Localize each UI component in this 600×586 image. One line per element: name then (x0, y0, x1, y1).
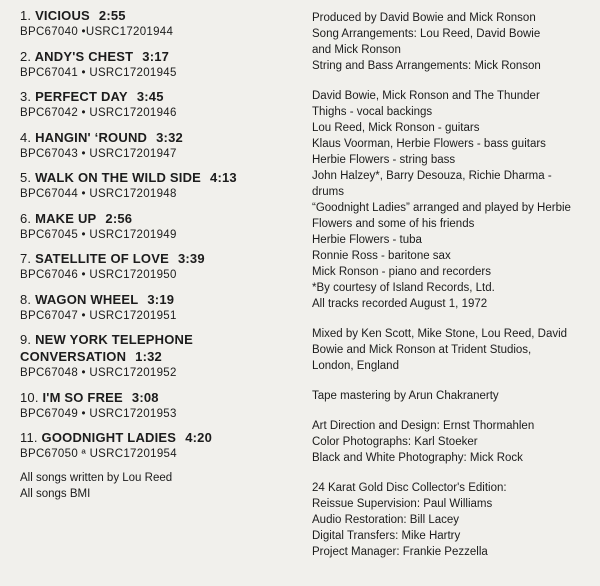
mixing-credits (312, 326, 588, 374)
track-item (20, 48, 290, 82)
track-duration: 4:13 (210, 170, 237, 185)
track-title: SATELLITE OF LOVE (35, 251, 169, 266)
track-codes: BPC67043 • USRC17201947 (20, 147, 177, 160)
track-item (20, 169, 290, 203)
track-duration: 3:39 (177, 251, 205, 266)
track-title: WAGON WHEEL (35, 291, 139, 307)
credit-line: Mixed by Ken Scott, Mike Stone, Lou Reed, David (312, 328, 568, 340)
credit-line: Produced by David Bowie and Mick Ronson (312, 12, 536, 24)
track-duration: 3:45 (136, 89, 164, 104)
track-title: PERFECT DAY (35, 89, 128, 104)
track-duration: 1:32 (135, 349, 162, 364)
track-title: GOODNIGHT LADIES (41, 430, 177, 445)
track-title-line (20, 331, 290, 348)
track-item (20, 88, 290, 122)
track-title-line (20, 429, 290, 446)
track-codes: BPC67049 • USRC17201953 (20, 407, 177, 420)
track-item (20, 210, 290, 244)
credit-line: *By courtesy of Island Records, Ltd. (312, 282, 495, 294)
track-number: 2. (20, 48, 32, 64)
credit-line: Reissue Supervision: Paul Williams (312, 498, 493, 510)
track-title: I'M SO FREE (42, 389, 123, 405)
track-duration: 3:17 (142, 48, 170, 64)
track-item (20, 331, 290, 382)
track-title-line (20, 7, 290, 24)
track-codes: BPC67050 ª USRC17201954 (20, 448, 177, 460)
track-codes: BPC67040 •USRC17201944 (20, 26, 174, 38)
track-duration: 3:32 (156, 129, 183, 145)
credit-line: London, England (312, 360, 399, 372)
track-codes: BPC67045 • USRC17201949 (20, 228, 177, 241)
track-title-line (20, 291, 290, 308)
track-number: 4. (20, 129, 32, 145)
track-codes: BPC67048 • USRC17201952 (20, 367, 177, 379)
credit-line: 24 Karat Gold Disc Collector's Edition: (312, 482, 507, 494)
track-codes: BPC67044 • USRC17201948 (20, 188, 177, 200)
track-title: WALK ON THE WILD SIDE (35, 170, 202, 185)
credit-line: Project Manager: Frankie Pezzella (312, 546, 488, 558)
credit-line: Digital Transfers: Mike Hartry (312, 530, 461, 542)
credit-line: Bowie and Mick Ronson at Trident Studios, (312, 344, 532, 356)
bmi-line: All songs BMI (20, 487, 91, 500)
track-title-continued: CONVERSATION (20, 349, 127, 364)
track-duration: 2:55 (98, 8, 126, 23)
track-item (20, 250, 290, 284)
edition-credits (312, 480, 588, 560)
track-title: NEW YORK TELEPHONE (35, 332, 193, 347)
track-title-line (20, 250, 290, 267)
track-item (20, 7, 290, 41)
credit-line: Lou Reed, Mick Ronson - guitars (312, 122, 480, 134)
track-title-line (20, 169, 290, 186)
track-number: 10. (20, 389, 39, 405)
art-credits (312, 418, 588, 466)
track-number: 3. (20, 89, 32, 104)
track-number: 5. (20, 170, 32, 185)
credit-line: Song Arrangements: Lou Reed, David Bowie (312, 28, 541, 40)
track-title: HANGIN' ‘ROUND (35, 129, 148, 145)
track-duration: 3:08 (131, 389, 159, 405)
credit-line: String and Bass Arrangements: Mick Ronson (312, 60, 541, 72)
track-item (20, 291, 290, 325)
track-item (20, 429, 290, 463)
track-codes: BPC67047 • USRC17201951 (20, 309, 177, 322)
liner-credits (312, 10, 588, 574)
track-duration: 2:56 (105, 210, 133, 226)
track-number: 9. (20, 332, 32, 347)
track-item (20, 129, 290, 163)
mastering-credits (312, 388, 588, 404)
written-by-line: All songs written by Lou Reed (20, 471, 173, 484)
track-codes: BPC67041 • USRC17201945 (20, 66, 177, 79)
track-title: MAKE UP (35, 210, 97, 226)
track-number: 11. (20, 430, 38, 445)
songwriting-credits (20, 470, 290, 502)
track-title-line (20, 48, 290, 65)
credit-line: Tape mastering by Arun Chakranerty (312, 390, 499, 402)
credit-line: Thighs - vocal backings (312, 106, 433, 118)
credit-line: Klaus Voorman, Herbie Flowers - bass guitars (312, 138, 546, 150)
track-title: ANDY'S CHEST (34, 48, 134, 64)
track-duration: 3:19 (147, 291, 175, 307)
track-duration: 4:20 (185, 430, 213, 445)
credit-line: Ronnie Ross - baritone sax (312, 250, 451, 262)
credit-line: Herbie Flowers - string bass (312, 154, 456, 166)
track-number: 1. (20, 8, 32, 23)
track-title-line (20, 88, 290, 105)
musician-credits (312, 88, 588, 312)
credit-line: Herbie Flowers - tuba (312, 234, 422, 246)
tracklist (20, 7, 290, 502)
credit-line: Black and White Photography: Mick Rock (312, 452, 523, 464)
credit-line: All tracks recorded August 1, 1972 (312, 298, 488, 310)
credit-line: Art Direction and Design: Ernst Thormahlen (312, 420, 535, 432)
track-codes: BPC67046 • USRC17201950 (20, 269, 177, 281)
track-item (20, 389, 290, 423)
credit-line: John Halzey*, Barry Desouza, Richie Dharma - (312, 170, 552, 182)
track-number: 8. (20, 291, 32, 307)
track-title-line (20, 129, 290, 146)
track-codes: BPC67042 • USRC17201946 (20, 107, 177, 119)
track-title: VICIOUS (35, 8, 90, 23)
credit-line: Flowers and some of his friends (312, 218, 475, 230)
credit-line: Mick Ronson - piano and recorders (312, 266, 491, 278)
credit-line: Audio Restoration: Bill Lacey (312, 514, 460, 526)
track-title-line (20, 210, 290, 227)
credit-line: Color Photographs: Karl Stoeker (312, 436, 478, 448)
production-credits (312, 10, 588, 74)
track-number: 7. (20, 251, 32, 266)
track-number: 6. (20, 210, 32, 226)
credit-line: “Goodnight Ladies” arranged and played by Herbie (312, 202, 571, 214)
track-title-line-2 (20, 348, 290, 365)
credit-line: drums (312, 186, 344, 198)
credit-line: and Mick Ronson (312, 44, 401, 56)
track-title-line (20, 389, 290, 406)
credit-line: David Bowie, Mick Ronson and The Thunder (312, 90, 540, 102)
